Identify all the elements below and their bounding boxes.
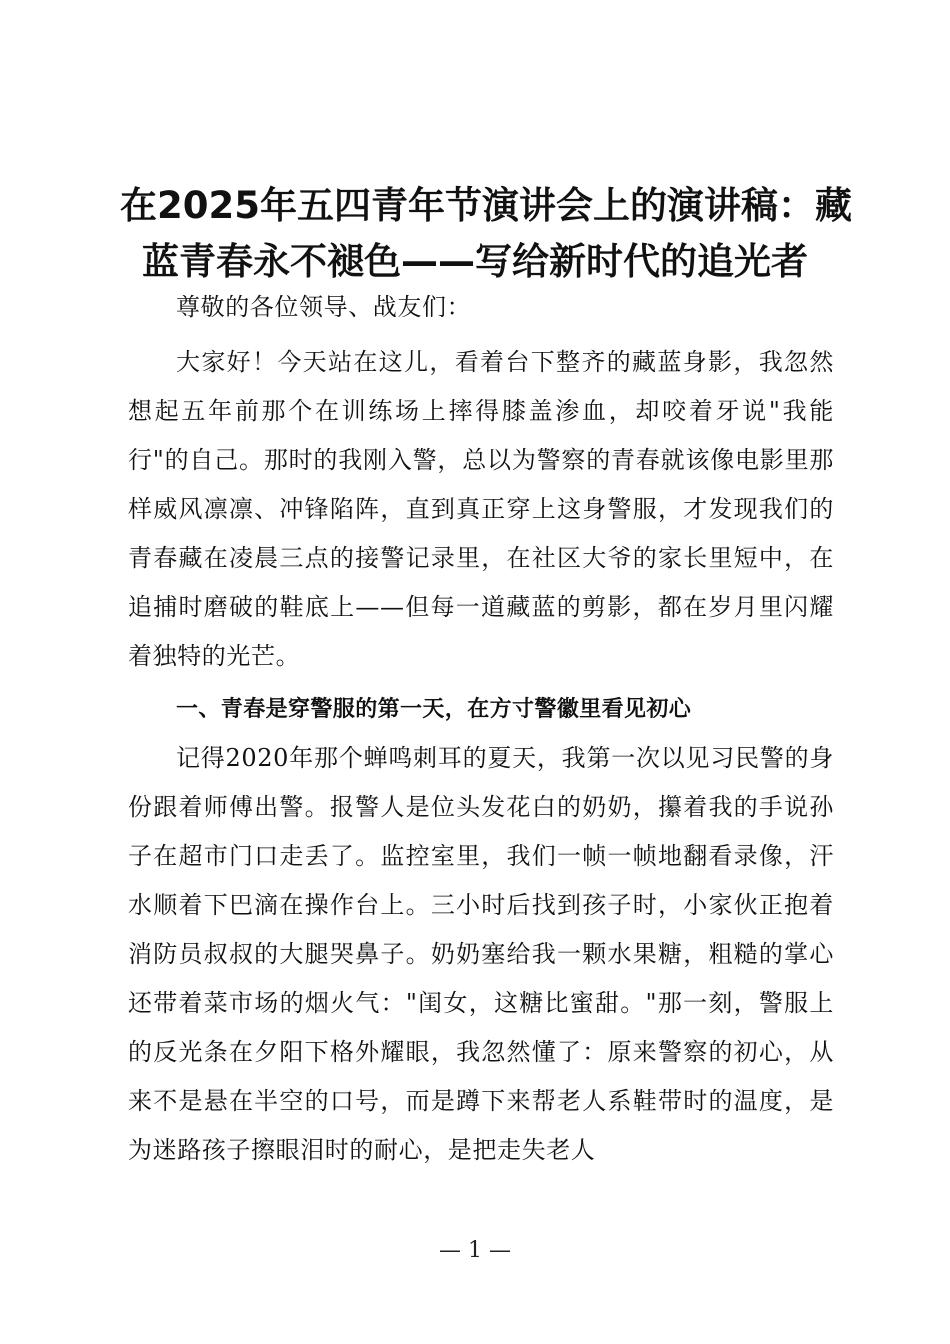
section-1-heading: 一、青春是穿警服的第一天，在方寸警徽里看见初心 xyxy=(176,697,692,722)
title-line-1: 在2025年五四青年节演讲会上的演讲稿：藏 xyxy=(120,184,852,227)
title-line-2: 蓝青春永不褪色——写给新时代的追光者 xyxy=(142,240,808,283)
document-title xyxy=(120,178,852,290)
paragraph-2: 记得2020年那个蝉鸣刺耳的夏天，我第一次以见习民警的身份跟着师傅出警。报警人是位头发花白的奶奶，攥着我的手说孙子在超市门口走丢了。监控室里，我们一帧一帧地翻看录像，汗水顺着下巴滴在操作台上。三小时后找到孩子时，小家伙正抱着消防员叔叔的大腿哭鼻子。奶奶塞给我一颗水果糖，粗糙的掌心还带着菜市场的烟火气："闺女，这糖比蜜甜。"那一刻，警服上的反光条在夕阳下格外耀眼，我忽然懂了：原来警察的初心，从来不是悬在半空的口号，而是蹲下来帮老人系鞋带时的温度，是为迷路孩子擦眼泪时的耐心，是把走失老人 xyxy=(128,744,834,1164)
page-number: — 1 — xyxy=(439,1238,511,1263)
paragraph-1: 大家好！今天站在这儿，看着台下整齐的藏蓝身影，我忽然想起五年前那个在训练场上摔得膝盖渗血，却咬着牙说"我能行"的自己。那时的我刚入警，总以为警察的青春就该像电影里那样威风凛凛、冲锋陷阵，直到真正穿上这身警服，才发现我们的青春藏在凌晨三点的接警记录里，在社区大爷的家长里短中，在追捕时磨破的鞋底上——但每一道藏蓝的剪影，都在岁月里闪耀着独特的光芒。 xyxy=(128,348,834,670)
document-body xyxy=(128,283,834,1175)
salutation: 尊敬的各位领导、战友们： xyxy=(176,293,472,321)
